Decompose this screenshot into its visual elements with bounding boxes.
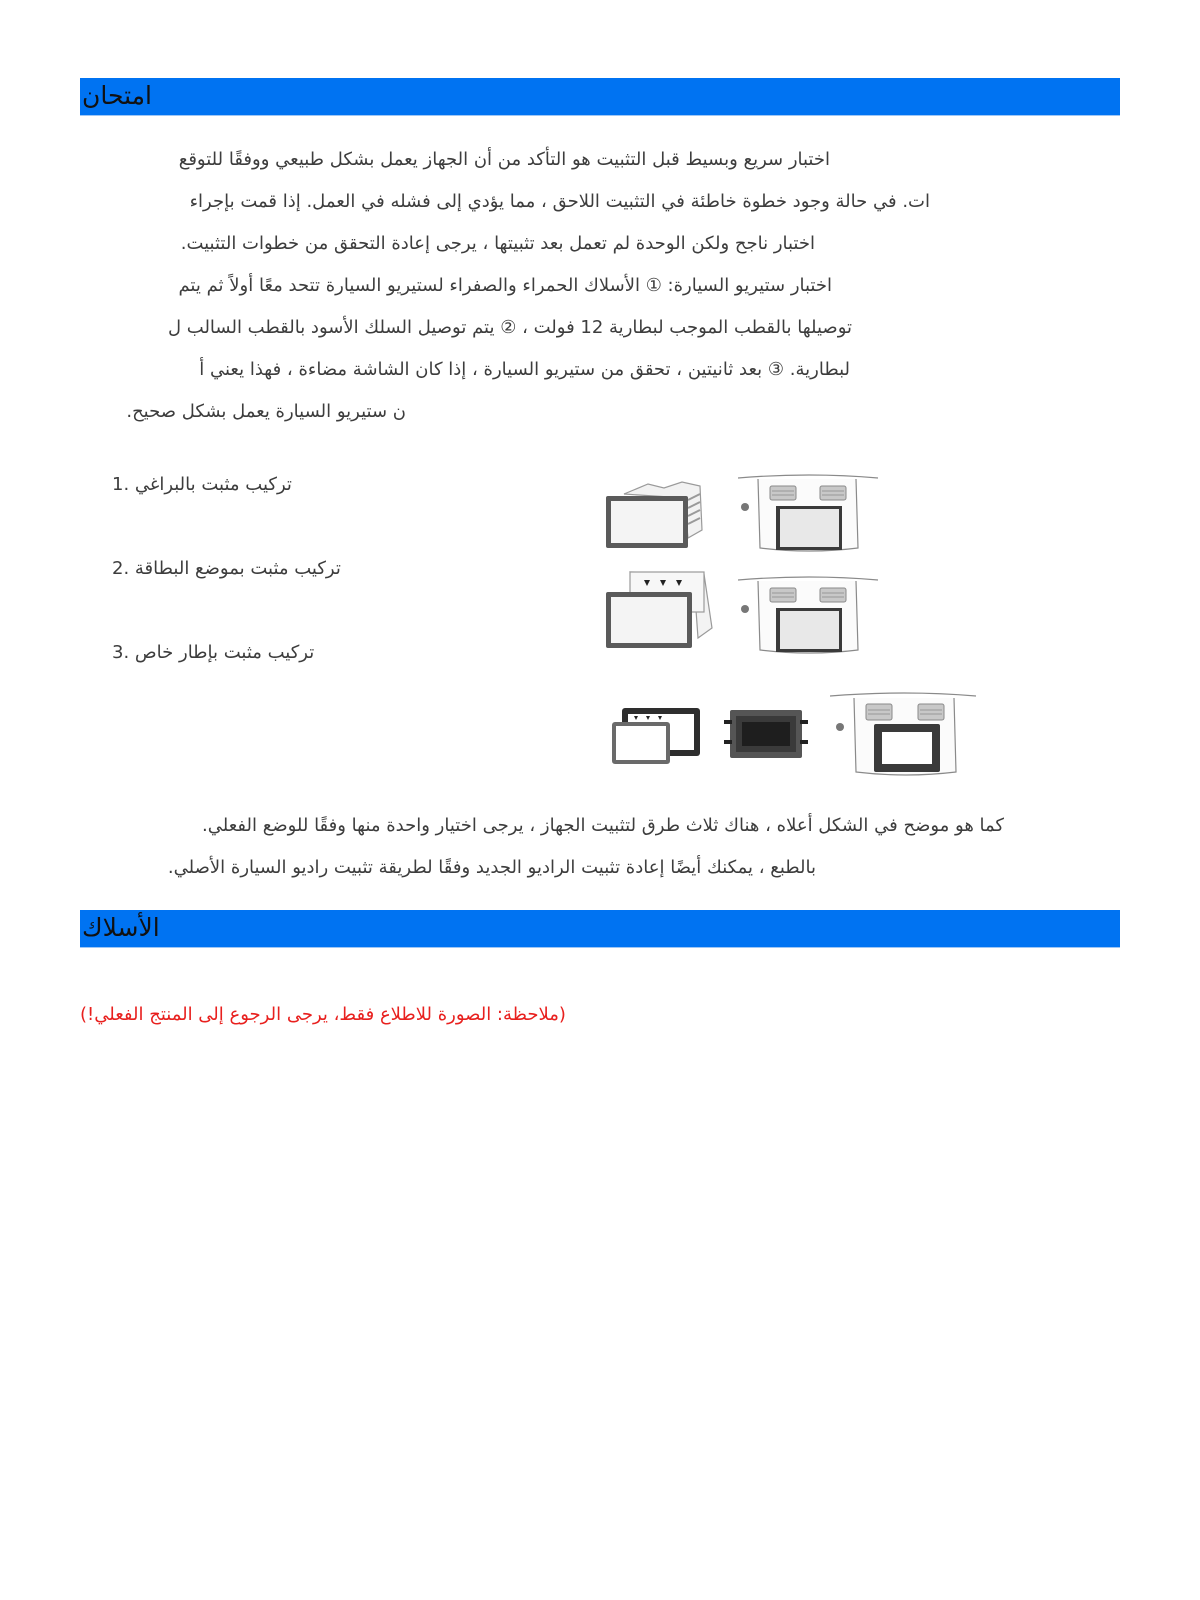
test-line-2: ات. في حالة وجود خطوة خاطئة في التثبيت اللاحق ، مما يؤدي إلى فشله في العمل. إذا قمت بإجراء [189,191,930,212]
test-line-4: اختبار ستيريو السيارة: ① الأسلاك الحمراء والصفراء لستيريو السيارة تتحد معًا أولاً ثم يتم [178,275,832,296]
framed-stereo-unit-icon [724,708,808,760]
dashboard-stereo-icon [738,474,882,554]
wiring-note: (!ملاحظة: الصورة للاطلاع فقط، يرجى الرجوع إلى المنتج الفعلي) [80,1004,566,1025]
bracket-mounted-stereo-icon [604,478,724,550]
test-line-5: توصيلها بالقطب الموجب لبطارية 12 فولت ، ② يتم توصيل السلك الأسود بالقطب السالب ل [167,317,852,338]
section-title-wiring: الأسلاك [82,913,160,942]
mounting-method-1: 1. تركيب مثبت بالبراغي [112,474,292,495]
mounting-line-1: .كما هو موضح في الشكل أعلاه ، هناك ثلاث طرق لتثبيت الجهاز ، يرجى اختيار واحدة منها وفقًا للوضع الفعلي [202,815,1004,836]
mounting-line-2: .بالطبع ، يمكنك أيضًا إعادة تثبيت الراديو الجديد وفقًا لطريقة تثبيت راديو السيارة الأصلي [167,857,816,878]
section-header-test [80,78,1120,116]
card-slot-mounted-stereo-icon [604,568,724,652]
mounting-method-2: 2. تركيب مثبت بموضع البطاقة [112,558,341,579]
dashboard-framed-stereo-icon [830,692,980,778]
section-header-wiring [80,910,1120,948]
test-line-1: اختبار سريع وبسيط قبل التثبيت هو التأكد من أن الجهاز يعمل بشكل طبيعي ووفقًا للتوقع [178,149,830,170]
dashboard-stereo-icon [738,576,882,656]
mounting-method-3: 3. تركيب مثبت بإطار خاص [112,642,315,663]
section-title-test: امتحان [82,81,152,110]
test-line-7: ن ستيريو السيارة يعمل بشكل صحيح. [126,401,406,422]
test-line-6: لبطارية. ③ بعد ثانيتين ، تحقق من ستيريو السيارة ، إذا كان الشاشة مضاءة ، فهذا يعني أ [199,359,850,380]
special-frame-stereo-icon [610,706,702,766]
test-line-3: اختبار ناجح ولكن الوحدة لم تعمل بعد تثبيتها ، يرجى إعادة التحقق من خطوات التثبيت. [180,233,815,254]
